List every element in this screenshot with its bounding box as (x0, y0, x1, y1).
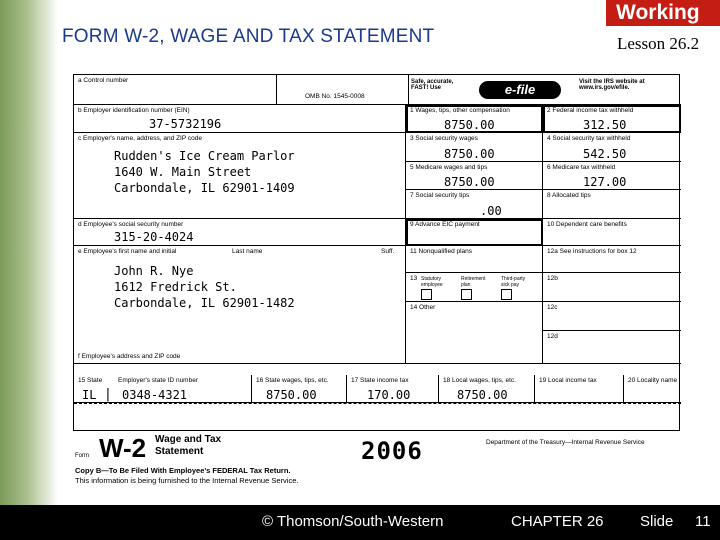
box-7-value: .00 (480, 204, 502, 218)
working-logo: Working (606, 0, 720, 26)
omb-box (277, 75, 409, 105)
employer-city: Carbondale, IL 62901-1409 (114, 181, 295, 195)
box-10 (543, 219, 681, 246)
irs-info-notice: This information is being furnished to the Internal Revenue Service. (75, 476, 299, 485)
ein-value: 37-5732196 (149, 117, 222, 131)
state-id-value: 0348-4321 (122, 388, 188, 402)
box-12d-label: 12d (547, 333, 558, 340)
box-e (74, 246, 406, 364)
box-18-label: 18 Local wages, tips, etc. (443, 377, 516, 384)
box-a (74, 75, 277, 105)
box-16-value: 8750.00 (266, 388, 317, 402)
box-20-label: 20 Locality name (628, 377, 678, 384)
decorative-left-band (0, 0, 58, 505)
box-10-label: 10 Dependent care benefits (547, 221, 627, 228)
box-13 (406, 273, 543, 302)
box-12b (543, 273, 681, 302)
slide-number: 11 (695, 513, 711, 530)
box-e-last-label: Last name (232, 248, 263, 255)
box-3 (406, 133, 543, 162)
box-12b-label: 12b (547, 275, 558, 282)
box-9 (406, 219, 543, 246)
w2-form (73, 74, 680, 431)
employer-street: 1640 W. Main Street (114, 165, 252, 179)
box-17-value: 170.00 (367, 388, 411, 402)
retirement-checkbox[interactable] (461, 289, 472, 300)
box-4-label: 4 Social security tax withheld (547, 135, 631, 142)
box-14-label: 14 Other (410, 304, 436, 311)
box-3-label: 3 Social security wages (410, 135, 478, 142)
box-17-label: 17 State income tax (351, 377, 409, 384)
box-5 (406, 162, 543, 190)
employee-name: John R. Nye (114, 264, 194, 278)
box-5-value: 8750.00 (444, 175, 495, 189)
irs-label: Visit the IRS website at www.irs.gov/efile. (579, 79, 645, 91)
box-e-suff-label: Suff. (381, 248, 395, 255)
box-a-label: a Control number (78, 77, 129, 84)
box-1-label: 1 Wages, tips, other compensation (410, 107, 510, 114)
box-1-value: 8750.00 (444, 118, 495, 132)
box-13-thirdparty-label: Third-party sick pay (501, 276, 526, 288)
box-e-label: e Employee's first name and initial (78, 248, 177, 255)
box-9-label: 9 Advance EIC payment (410, 221, 480, 228)
box-4 (543, 133, 681, 162)
box-b (74, 105, 406, 133)
box-c (74, 133, 406, 219)
box-12a (543, 246, 681, 273)
box-d (74, 219, 406, 246)
efile-logo: e-file (479, 81, 561, 99)
employer-name: Rudden's Ice Cream Parlor (114, 149, 295, 163)
box-12a-label: 12a See instructions for box 12 (547, 248, 637, 255)
state-value: IL (82, 388, 97, 402)
box-16 (252, 375, 347, 403)
form-title (155, 434, 221, 458)
box-5-label: 5 Medicare wages and tips (410, 164, 488, 171)
box-7-label: 7 Social security tips (410, 192, 470, 199)
box-12d (543, 331, 681, 364)
box-8 (543, 190, 681, 219)
slide-title: FORM W-2, WAGE AND TAX STATEMENT (62, 26, 435, 47)
form-word: Form (75, 453, 89, 459)
slide-word: Slide (640, 513, 674, 530)
form-name: W-2 (99, 433, 147, 463)
thirdparty-checkbox[interactable] (501, 289, 512, 300)
box-19-label: 19 Local income tax (539, 377, 597, 384)
box-15-label: 15 State (78, 377, 103, 384)
statutory-checkbox[interactable] (421, 289, 432, 300)
box-7 (406, 190, 543, 219)
box-11 (406, 246, 543, 273)
box-13-label: 13 (410, 275, 418, 282)
copy-b-notice: Copy B—To Be Filed With Employee's FEDERAL Tax Return. (75, 466, 291, 475)
ssn-value: 315-20-4024 (114, 230, 194, 244)
lesson-label: Lesson 26.2 (617, 34, 700, 53)
copyright-text: © Thomson/South-Western (262, 513, 444, 530)
state-row-2 (74, 403, 681, 432)
box-13-retirement-label: Retirement plan (461, 276, 486, 288)
box-2-label: 2 Federal income tax withheld (547, 107, 634, 114)
box-1 (406, 105, 543, 133)
safe-label: Safe, accurate, FAST! Use (411, 79, 454, 91)
chapter-label: CHAPTER 26 (511, 513, 604, 530)
box-b-label: b Employer identification number (EIN) (78, 107, 190, 114)
slide-footer (0, 505, 720, 540)
box-13-statutory-label: Statutory employee (421, 276, 443, 288)
box-19 (535, 375, 624, 403)
employee-city: Carbondale, IL 62901-1482 (114, 296, 295, 310)
treasury-department: Department of the Treasury—Internal Revenue Service (486, 439, 645, 446)
box-14 (406, 302, 543, 364)
box-f-label: f Employee's address and ZIP code (78, 353, 181, 360)
box-2-value: 312.50 (583, 118, 627, 132)
employee-street: 1612 Fredrick St. (114, 280, 237, 294)
box-18-value: 8750.00 (457, 388, 508, 402)
box-16-label: 16 State wages, tips, etc. (256, 377, 329, 384)
box-8-label: 8 Allocated tips (547, 192, 591, 199)
box-18 (439, 375, 535, 403)
tax-year: 2006 (361, 437, 423, 465)
box-6-value: 127.00 (583, 175, 627, 189)
box-4-value: 542.50 (583, 147, 627, 161)
box-d-label: d Employee's social security number (78, 221, 184, 228)
box-3-value: 8750.00 (444, 147, 495, 161)
box-c-label: c Employer's name, address, and ZIP code (78, 135, 202, 142)
state-divider-mark: | (104, 387, 112, 402)
box-20 (624, 375, 681, 403)
box-15 (74, 375, 252, 403)
form-title-line1: Wage and Tax (155, 434, 222, 445)
box-6 (543, 162, 681, 190)
box-12c-label: 12c (547, 304, 558, 311)
box-6-label: 6 Medicare tax withheld (547, 164, 616, 171)
box-2 (543, 105, 681, 133)
box-11-label: 11 Nonqualified plans (410, 248, 473, 255)
omb-label: OMB No. 1545-0008 (305, 93, 365, 100)
box-12c (543, 302, 681, 331)
box-15-id-label: Employer's state ID number (118, 377, 198, 384)
w2-form-footer (73, 431, 680, 491)
form-title-line2: Statement (155, 446, 204, 457)
box-17 (347, 375, 439, 403)
